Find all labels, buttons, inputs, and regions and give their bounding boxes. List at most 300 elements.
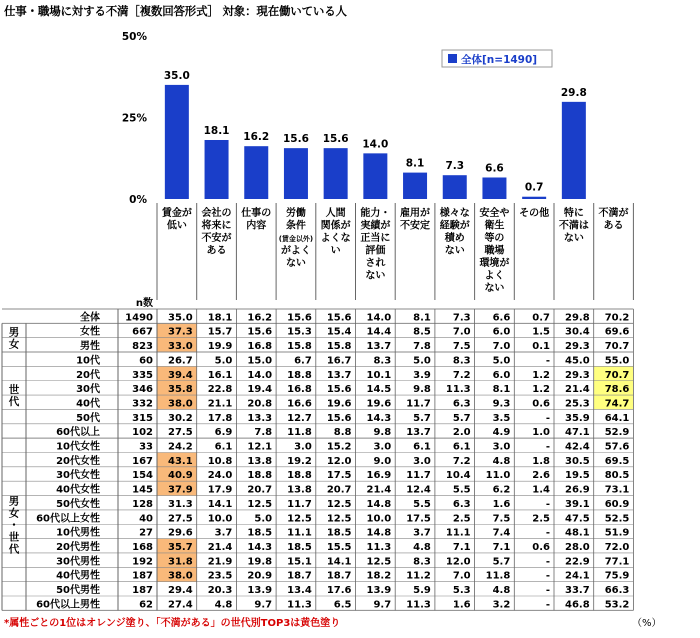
table-cell-value: 14.3 xyxy=(366,412,392,424)
category-label: その他 xyxy=(519,208,550,219)
table-cell-value: 5.5 xyxy=(452,484,471,496)
category-label: ある xyxy=(603,220,624,232)
bar-value-label: 0.7 xyxy=(524,181,544,194)
bar-value-label: 29.8 xyxy=(560,86,587,99)
table-cell-value: 4.8 xyxy=(492,585,511,596)
table-cell-value: 3.9 xyxy=(413,369,431,381)
table-cell-value: 20.8 xyxy=(247,398,273,410)
row-label: 50代男性 xyxy=(56,585,100,596)
table-cell-value: 66.3 xyxy=(604,585,630,596)
category-label: がよく xyxy=(280,245,311,257)
category-label: ない xyxy=(444,245,465,257)
row-label: 男性 xyxy=(80,341,100,353)
category-label: 職場 xyxy=(484,245,505,257)
table-cell-value: 16.8 xyxy=(247,341,273,353)
legend-swatch xyxy=(448,54,457,63)
table-cell-value: 14.0 xyxy=(366,312,392,324)
table-cell-value: 30.2 xyxy=(168,412,193,424)
table-cell-value: 16.9 xyxy=(366,470,392,482)
table-cell-value: 39.4 xyxy=(168,369,193,381)
row-n-value: 62 xyxy=(139,599,153,611)
table-cell-value: 7.5 xyxy=(452,341,471,353)
group-label: 代 xyxy=(8,543,20,556)
table-cell-value: 69.5 xyxy=(604,455,630,467)
table-cell-value: 18.7 xyxy=(326,570,352,582)
table-cell-value: 38.0 xyxy=(168,570,193,582)
table-cell-value: 15.4 xyxy=(326,326,352,338)
table-cell-value: 7.0 xyxy=(492,341,511,353)
table-cell-value: 7.8 xyxy=(413,341,431,353)
table-cell-value: 70.7 xyxy=(604,369,630,381)
table-cell-value: 29.4 xyxy=(168,585,193,596)
table-cell-value: 10.8 xyxy=(207,455,233,467)
table-cell-value: 16.1 xyxy=(207,369,233,381)
table-cell-value: 12.0 xyxy=(445,556,471,568)
row-n-value: 667 xyxy=(132,326,153,338)
table-cell-value: 33.0 xyxy=(168,341,193,353)
table-cell-value: 13.7 xyxy=(326,369,352,381)
table-cell-value: 13.9 xyxy=(366,585,392,596)
table-cell-value: 64.1 xyxy=(604,412,630,424)
bar xyxy=(244,146,268,199)
table-cell-value: 22.8 xyxy=(207,384,233,396)
table-cell-value: 12.5 xyxy=(366,556,392,568)
table-cell-value: 35.0 xyxy=(168,312,193,324)
table-cell-value: 17.5 xyxy=(326,470,352,482)
table-cell-value: 10.4 xyxy=(445,470,471,482)
table-cell-value: 1.2 xyxy=(532,369,550,381)
category-label: (賃金以外) xyxy=(278,235,314,243)
unit-label: （%） xyxy=(632,618,662,629)
table-cell-value: 15.6 xyxy=(326,412,352,424)
table-cell-value: 43.1 xyxy=(168,455,193,467)
table-cell-value: 18.5 xyxy=(326,527,352,539)
row-label: 30代 xyxy=(76,384,100,396)
table-cell-value: - xyxy=(545,527,550,539)
table-cell-value: 5.0 xyxy=(413,355,431,367)
table-cell-value: 5.0 xyxy=(254,513,273,525)
row-n-value: 128 xyxy=(132,498,153,510)
table-cell-value: 15.2 xyxy=(326,441,352,453)
table-cell-value: 6.2 xyxy=(492,484,511,496)
table-cell-value: 35.7 xyxy=(168,541,193,553)
bar xyxy=(403,173,427,199)
category-label: 低い xyxy=(166,220,187,232)
table-cell-value: 80.5 xyxy=(604,470,630,482)
category-label: よく xyxy=(484,270,505,282)
table-cell-value: 0.1 xyxy=(532,341,550,353)
table-cell-value: 13.7 xyxy=(366,341,392,353)
category-label: 実績が xyxy=(360,220,391,232)
table-cell-value: 30.4 xyxy=(565,326,590,338)
category-label: ない xyxy=(484,283,505,294)
table-cell-value: 1.6 xyxy=(492,498,511,510)
table-cell-value: 70.7 xyxy=(604,341,630,353)
table-cell-value: 24.1 xyxy=(565,570,590,582)
category-label: 賃金が xyxy=(161,208,192,219)
table-cell-value: 3.0 xyxy=(413,455,431,467)
table-cell-value: 27.5 xyxy=(168,427,193,439)
table-cell-value: 2.5 xyxy=(452,513,471,525)
row-n-value: 187 xyxy=(132,585,153,596)
table-cell-value: 4.8 xyxy=(492,455,511,467)
table-cell-value: 3.0 xyxy=(373,441,392,453)
table-cell-value: 11.8 xyxy=(485,570,511,582)
group-label: 世 xyxy=(8,384,20,397)
table-cell-value: 12.0 xyxy=(326,455,352,467)
table-cell-value: 13.8 xyxy=(247,455,273,467)
table-cell-value: 11.2 xyxy=(406,570,431,582)
table-cell-value: 9.7 xyxy=(373,599,392,611)
table-cell-value: 1.8 xyxy=(532,455,550,467)
table-cell-value: 70.2 xyxy=(604,312,630,324)
table-cell-value: 26.7 xyxy=(168,355,193,367)
table-cell-value: 55.0 xyxy=(604,355,630,367)
table-cell-value: 12.1 xyxy=(247,441,273,453)
row-label: 60代以上 xyxy=(56,427,100,439)
table-cell-value: 2.5 xyxy=(532,513,550,525)
category-label: い xyxy=(330,245,341,257)
table-cell-value: 14.3 xyxy=(247,541,273,553)
table-cell-value: 1.2 xyxy=(532,384,550,396)
table-cell-value: 11.0 xyxy=(485,470,511,482)
table-cell-value: 26.9 xyxy=(565,484,590,496)
table-cell-value: 17.9 xyxy=(207,484,233,496)
table-cell-value: 5.3 xyxy=(452,585,471,596)
category-label: 様々な xyxy=(439,208,470,219)
table-cell-value: - xyxy=(545,498,550,510)
table-cell-value: 38.0 xyxy=(168,398,193,410)
table-cell-value: 29.3 xyxy=(565,341,590,353)
table-cell-value: 11.3 xyxy=(445,384,471,396)
group-label: 女 xyxy=(8,338,20,351)
group-label: 女 xyxy=(8,507,20,520)
table-cell-value: 7.1 xyxy=(492,541,511,553)
bar xyxy=(443,175,467,199)
table-cell-value: 11.1 xyxy=(445,527,471,539)
table-cell-value: 0.6 xyxy=(532,541,550,553)
table-cell-value: 12.5 xyxy=(287,513,312,525)
table-cell-value: 17.8 xyxy=(207,412,233,424)
row-n-value: 823 xyxy=(132,341,153,353)
row-label: 女性 xyxy=(80,326,100,338)
category-label: 経験が xyxy=(439,220,470,232)
category-label: ある xyxy=(206,245,227,257)
group-label: ・ xyxy=(8,519,20,532)
row-n-value: 33 xyxy=(139,441,153,453)
table-cell-value: 31.3 xyxy=(168,498,193,510)
table-cell-value: 7.8 xyxy=(254,427,273,439)
table-cell-value: 29.6 xyxy=(168,527,193,539)
table-cell-value: 3.0 xyxy=(492,441,511,453)
table-cell-value: 21.9 xyxy=(207,556,233,568)
table-cell-value: 6.7 xyxy=(294,355,312,367)
table-cell-value: 12.7 xyxy=(287,412,312,424)
table-cell-value: 75.9 xyxy=(604,570,630,582)
bar-value-label: 15.6 xyxy=(282,133,309,146)
table-cell-value: 21.4 xyxy=(366,484,392,496)
row-label: 20代女性 xyxy=(56,455,100,467)
table-cell-value: 15.6 xyxy=(326,384,352,396)
table-cell-value: 9.8 xyxy=(413,384,431,396)
table-cell-value: 25.3 xyxy=(565,398,590,410)
bar xyxy=(284,148,308,199)
table-cell-value: 6.3 xyxy=(452,398,471,410)
table-cell-value: 15.5 xyxy=(326,541,352,553)
table-cell-value: 15.8 xyxy=(326,341,352,353)
table-cell-value: 2.6 xyxy=(532,470,550,482)
table-cell-value: 10.0 xyxy=(366,513,392,525)
footnote: *属性ごとの1位はオレンジ塗り、「不満がある」の世代別TOP3は黄色塗り xyxy=(4,618,341,629)
table-cell-value: 18.7 xyxy=(287,570,312,582)
table-cell-value: 33.7 xyxy=(565,585,590,596)
table-cell-value: 9.8 xyxy=(373,427,392,439)
table-cell-value: 16.2 xyxy=(247,312,273,324)
y-tick-label: 25% xyxy=(121,112,147,125)
table-cell-value: - xyxy=(545,441,550,453)
table-cell-value: 14.8 xyxy=(366,498,392,510)
table-cell-value: 18.8 xyxy=(247,470,273,482)
bar-value-label: 18.1 xyxy=(203,124,230,137)
table-cell-value: 14.1 xyxy=(326,556,352,568)
group-label: 男 xyxy=(8,326,20,339)
table-cell-value: 35.9 xyxy=(565,412,590,424)
table-cell-value: 8.5 xyxy=(413,326,431,338)
category-label: 労働 xyxy=(285,208,306,219)
table-cell-value: 52.5 xyxy=(604,513,630,525)
table-cell-value: 1.4 xyxy=(532,484,550,496)
table-cell-value: 14.8 xyxy=(366,527,392,539)
category-label: 不安定 xyxy=(400,220,431,232)
table-cell-value: 40.9 xyxy=(168,470,193,482)
category-label: 能力・ xyxy=(360,208,391,219)
table-cell-value: 1.5 xyxy=(532,326,550,338)
table-cell-value: 9.7 xyxy=(254,599,273,611)
row-n-value: 332 xyxy=(132,398,153,410)
table-cell-value: 14.0 xyxy=(247,369,273,381)
table-cell-value: 4.8 xyxy=(214,599,233,611)
table-cell-value: 13.4 xyxy=(287,585,312,596)
table-cell-value: 7.1 xyxy=(452,541,471,553)
table-cell-value: 21.4 xyxy=(207,541,233,553)
table-cell-value: 39.1 xyxy=(565,498,590,510)
table-cell-value: - xyxy=(545,556,550,568)
row-n-value: 167 xyxy=(132,455,153,467)
table-cell-value: 8.3 xyxy=(413,556,431,568)
category-label: 雇用が xyxy=(400,208,431,219)
row-label: 30代男性 xyxy=(56,556,100,568)
table-cell-value: 12.5 xyxy=(326,498,352,510)
table-cell-value: 47.5 xyxy=(565,513,590,525)
table-cell-value: 6.9 xyxy=(214,427,233,439)
table-cell-value: 6.1 xyxy=(452,441,471,453)
table-cell-value: 3.7 xyxy=(214,527,233,539)
table-cell-value: 45.0 xyxy=(565,355,590,367)
row-label: 20代男性 xyxy=(56,541,100,553)
table-cell-value: 73.1 xyxy=(604,484,630,496)
row-label: 10代 xyxy=(76,355,100,367)
table-cell-value: 5.7 xyxy=(413,412,431,424)
bar xyxy=(165,85,189,199)
table-cell-value: 5.5 xyxy=(413,498,431,510)
table-cell-value: 12.5 xyxy=(326,513,352,525)
category-label: 等の xyxy=(484,233,505,244)
table-cell-value: 3.7 xyxy=(413,527,431,539)
row-label: 60代以上男性 xyxy=(36,599,100,611)
bar-value-label: 35.0 xyxy=(163,69,190,82)
table-cell-value: 47.1 xyxy=(565,427,590,439)
table-cell-value: 23.5 xyxy=(207,570,233,582)
table-cell-value: 19.6 xyxy=(366,398,392,410)
bar xyxy=(205,140,229,199)
table-cell-value: 20.3 xyxy=(207,585,233,596)
table-cell-value: 7.0 xyxy=(452,570,471,582)
category-label: 衛生 xyxy=(484,220,505,232)
table-cell-value: 6.0 xyxy=(492,326,511,338)
table-cell-value: 12.4 xyxy=(406,484,431,496)
table-cell-value: 52.9 xyxy=(604,427,630,439)
bar-value-label: 14.0 xyxy=(362,138,389,151)
table-cell-value: 7.4 xyxy=(492,527,511,539)
bar xyxy=(482,177,506,199)
category-label: 安全や xyxy=(479,208,510,219)
table-cell-value: 48.1 xyxy=(565,527,590,539)
category-label: 人間 xyxy=(325,208,346,219)
table-cell-value: 18.5 xyxy=(247,527,273,539)
table-cell-value: 13.7 xyxy=(406,427,431,439)
table-cell-value: 19.6 xyxy=(326,398,352,410)
table-cell-value: 9.3 xyxy=(492,398,511,410)
category-label: 会社の xyxy=(201,208,232,219)
y-tick-label: 0% xyxy=(129,194,147,206)
category-label: 不満が xyxy=(598,208,629,219)
category-label: 不安が xyxy=(201,233,232,244)
category-label: 関係が xyxy=(320,220,351,232)
table-cell-value: 16.6 xyxy=(287,398,312,410)
table-cell-value: 13.3 xyxy=(247,412,273,424)
table-cell-value: - xyxy=(545,585,550,596)
table-cell-value: 11.3 xyxy=(366,541,392,553)
table-cell-value: 8.1 xyxy=(492,384,511,396)
table-cell-value: 15.1 xyxy=(287,556,312,568)
table-cell-value: 21.1 xyxy=(207,398,233,410)
table-cell-value: 8.8 xyxy=(333,427,352,439)
y-tick-label: 50% xyxy=(121,31,147,43)
category-label: 正当に xyxy=(360,233,391,244)
table-cell-value: 7.3 xyxy=(452,312,471,324)
table-cell-value: 0.6 xyxy=(532,398,550,410)
table-cell-value: 4.8 xyxy=(413,541,431,553)
table-cell-value: - xyxy=(545,599,550,611)
table-cell-value: 5.7 xyxy=(452,412,471,424)
row-n-value: 154 xyxy=(132,470,153,482)
table-cell-value: 11.1 xyxy=(287,527,312,539)
table-cell-value: 51.9 xyxy=(604,527,630,539)
table-cell-value: 8.3 xyxy=(373,355,392,367)
bar-value-label: 6.6 xyxy=(485,162,504,175)
category-label: 評価 xyxy=(365,245,386,257)
table-cell-value: 19.9 xyxy=(207,341,233,353)
bar xyxy=(363,153,387,199)
table-cell-value: 31.8 xyxy=(168,556,193,568)
category-label: ない xyxy=(563,233,584,244)
bar-value-label: 16.2 xyxy=(243,131,270,144)
table-cell-value: 19.2 xyxy=(287,455,312,467)
row-label: 40代女性 xyxy=(56,484,100,496)
table-cell-value: 18.1 xyxy=(207,312,233,324)
row-label: 60代以上女性 xyxy=(36,513,100,525)
table-cell-value: 11.7 xyxy=(406,470,431,482)
table-cell-value: 15.6 xyxy=(326,312,352,324)
table-cell-value: 14.5 xyxy=(366,384,392,396)
group-label: 代 xyxy=(8,396,20,409)
table-cell-value: 16.8 xyxy=(287,384,312,396)
table-cell-value: 20.9 xyxy=(247,570,273,582)
bar xyxy=(324,148,348,199)
row-label: 40代 xyxy=(76,398,100,410)
n-header: n数 xyxy=(135,298,153,309)
table-cell-value: 18.5 xyxy=(287,541,312,553)
table-cell-value: 3.0 xyxy=(294,441,312,453)
table-cell-value: 11.8 xyxy=(287,427,312,439)
table-cell-value: 18.8 xyxy=(287,470,312,482)
table-cell-value: 3.2 xyxy=(492,599,511,611)
table-cell-value: 69.6 xyxy=(604,326,630,338)
table-cell-value: 30.5 xyxy=(565,455,590,467)
category-label: 条件 xyxy=(285,220,306,232)
table-cell-value: 11.7 xyxy=(406,398,431,410)
table-cell-value: 37.3 xyxy=(168,326,193,338)
table-cell-value: 5.7 xyxy=(492,556,511,568)
table-cell-value: 15.3 xyxy=(287,326,312,338)
category-label: 特に xyxy=(563,208,584,219)
table-cell-value: 20.7 xyxy=(247,484,273,496)
category-label: よくな xyxy=(320,233,351,244)
table-cell-value: 20.7 xyxy=(326,484,352,496)
table-cell-value: 9.0 xyxy=(373,455,392,467)
table-cell-value: 19.4 xyxy=(247,384,273,396)
row-n-value: 187 xyxy=(132,570,153,582)
table-cell-value: 29.3 xyxy=(565,369,590,381)
row-label: 10代女性 xyxy=(56,441,100,453)
category-label: 積め xyxy=(444,233,465,244)
row-label: 40代男性 xyxy=(56,570,100,582)
category-label: され xyxy=(365,258,386,269)
table-cell-value: 5.0 xyxy=(214,355,233,367)
table-cell-value: 2.0 xyxy=(452,427,471,439)
table-cell-value: - xyxy=(545,355,550,367)
table-cell-value: 10.0 xyxy=(207,513,233,525)
table-cell-value: 8.3 xyxy=(452,355,471,367)
group-label: 世 xyxy=(8,531,20,544)
table-cell-value: 18.2 xyxy=(366,570,392,582)
table-cell-value: 11.3 xyxy=(287,599,312,611)
table-cell-value: 78.6 xyxy=(604,384,630,396)
table-cell-value: 17.6 xyxy=(326,585,352,596)
bar-value-label: 7.3 xyxy=(445,160,465,173)
row-n-value: 145 xyxy=(132,484,153,496)
row-n-value: 192 xyxy=(132,556,153,568)
table-cell-value: 10.1 xyxy=(366,369,392,381)
table-cell-value: 14.4 xyxy=(366,326,392,338)
table-cell-value: 53.2 xyxy=(604,599,630,611)
table-cell-value: 11.3 xyxy=(406,599,431,611)
bar xyxy=(562,102,586,199)
bar-value-label: 8.1 xyxy=(405,157,425,170)
table-cell-value: 13.9 xyxy=(247,585,273,596)
table-cell-value: 6.0 xyxy=(492,369,511,381)
table-cell-value: 5.9 xyxy=(413,585,431,596)
